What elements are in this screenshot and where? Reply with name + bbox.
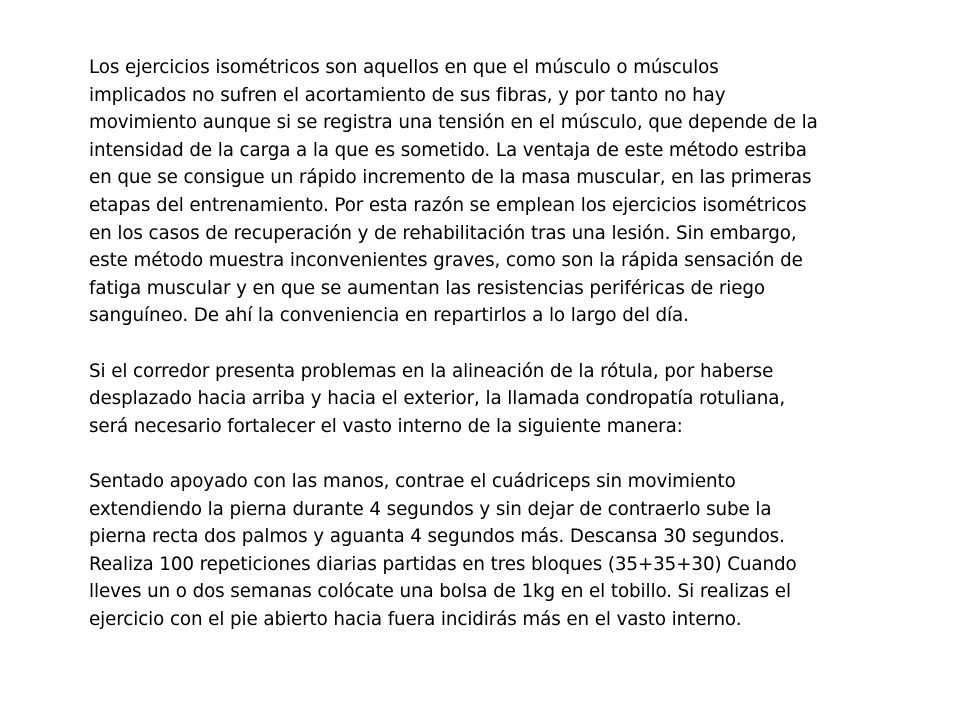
- text-line: movimiento aunque si se registra una tensión en el músculo, que depende de la: [89, 112, 818, 134]
- paragraph-isometric-exercises: [89, 54, 869, 330]
- text-line: extendiendo la pierna durante 4 segundos y sin dejar de contraerlo sube la: [89, 498, 772, 520]
- paragraph-patella-alignment: [89, 358, 869, 441]
- paragraph-spacer: [89, 330, 869, 358]
- paragraph-exercise-instructions: [89, 468, 869, 634]
- text-line: pierna recta dos palmos y aguanta 4 segundos más. Descansa 30 segundos.: [89, 526, 785, 548]
- text-line: en que se consigue un rápido incremento de la masa muscular, en las primeras: [89, 167, 812, 189]
- text-body: [89, 54, 869, 633]
- text-line: Realiza 100 repeticiones diarias partidas en tres bloques (35+35+30) Cuando: [89, 553, 797, 575]
- text-line: Si el corredor presenta problemas en la alineación de la rótula, por haberse: [89, 360, 774, 382]
- text-line: Sentado apoyado con las manos, contrae el cuádriceps sin movimiento: [89, 470, 736, 492]
- text-line: implicados no sufren el acortamiento de sus fibras, y por tanto no hay: [89, 84, 726, 106]
- text-line: intensidad de la carga a la que es sometido. La ventaja de este método estriba: [89, 139, 807, 161]
- text-line: etapas del entrenamiento. Por esta razón se emplean los ejercicios isométricos: [89, 194, 807, 216]
- text-line: fatiga muscular y en que se aumentan las resistencias periféricas de riego: [89, 277, 765, 299]
- text-line: en los casos de recuperación y de rehabilitación tras una lesión. Sin embargo,: [89, 222, 797, 244]
- text-line: sanguíneo. De ahí la conveniencia en repartirlos a lo largo del día.: [89, 305, 689, 327]
- paragraph-spacer: [89, 440, 869, 468]
- text-line: será necesario fortalecer el vasto interno de la siguiente manera:: [89, 415, 683, 437]
- text-line: lleves un o dos semanas colócate una bolsa de 1kg en el tobillo. Si realizas el: [89, 581, 791, 603]
- text-line: ejercicio con el pie abierto hacia fuera incidirás más en el vasto interno.: [89, 608, 742, 630]
- text-line: este método muestra inconvenientes graves, como son la rápida sensación de: [89, 250, 803, 272]
- text-line: Los ejercicios isométricos son aquellos en que el músculo o músculos: [89, 57, 719, 78]
- text-line: desplazado hacia arriba y hacia el exterior, la llamada condropatía rotuliana,: [89, 388, 786, 410]
